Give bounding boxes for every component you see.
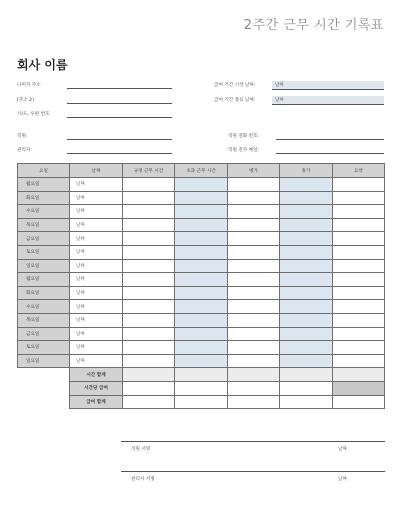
date-cell[interactable]: 날짜	[70, 178, 123, 192]
manager-signature-line[interactable]	[121, 471, 385, 472]
pay-summary-cell[interactable]	[333, 395, 385, 409]
pay-period-start-label: 급여 기간 시작 날짜:	[214, 83, 256, 88]
day-cell: 토요일	[18, 341, 70, 355]
header-vacation: 휴가	[280, 164, 333, 178]
table-row	[18, 218, 385, 232]
vacation-cell[interactable]	[280, 300, 333, 314]
overtime-cell[interactable]	[175, 286, 228, 300]
day-cell: 월요일	[18, 273, 70, 287]
vacation-cell[interactable]	[280, 286, 333, 300]
total-summary-cell[interactable]	[333, 368, 385, 382]
table-row	[18, 313, 385, 327]
summary-cell[interactable]	[333, 354, 385, 368]
total-pay-row	[18, 395, 385, 409]
date-cell[interactable]: 날짜	[70, 205, 123, 219]
date-cell[interactable]: 날짜	[70, 286, 123, 300]
date-cell[interactable]: 날짜	[70, 259, 123, 273]
rate-regular-cell[interactable]	[123, 381, 175, 395]
vacation-cell[interactable]	[280, 327, 333, 341]
header-sick: 병가	[228, 164, 280, 178]
day-cell: 수요일	[18, 205, 70, 219]
employee-field[interactable]	[67, 139, 172, 140]
total-pay-label: 급여 합계	[70, 395, 123, 409]
employee-signature-line[interactable]	[121, 441, 385, 442]
table-row	[18, 300, 385, 314]
overtime-cell[interactable]	[175, 313, 228, 327]
regular-hours-cell[interactable]	[123, 300, 175, 314]
overtime-cell[interactable]	[175, 218, 228, 232]
manager-signature-label: 관리자 서명	[131, 477, 155, 482]
date-cell[interactable]: 날짜	[70, 218, 123, 232]
day-cell: 화요일	[18, 191, 70, 205]
regular-hours-cell[interactable]	[123, 327, 175, 341]
sick-cell[interactable]	[228, 327, 280, 341]
employee-signature-label: 직원 서명	[131, 447, 151, 452]
day-cell: 월요일	[18, 178, 70, 192]
vacation-cell[interactable]	[280, 218, 333, 232]
sick-cell[interactable]	[228, 300, 280, 314]
table-row	[18, 354, 385, 368]
vacation-cell[interactable]	[280, 205, 333, 219]
city-zip-label: 시/도, 우편 번호	[17, 112, 50, 117]
address-field[interactable]	[67, 88, 172, 89]
total-overtime-cell[interactable]	[175, 368, 228, 382]
rate-vacation-cell[interactable]	[280, 381, 333, 395]
regular-hours-cell[interactable]	[123, 259, 175, 273]
summary-cell[interactable]	[333, 300, 385, 314]
summary-cell[interactable]	[333, 245, 385, 259]
header-overtime: 초과 근무 시간	[175, 164, 228, 178]
date-cell[interactable]: 날짜	[70, 341, 123, 355]
date-cell[interactable]: 날짜	[70, 232, 123, 246]
sick-cell[interactable]	[228, 259, 280, 273]
table-row	[18, 273, 385, 287]
company-name: 회사 이름	[17, 58, 68, 72]
total-vacation-cell[interactable]	[280, 368, 333, 382]
total-regular-cell[interactable]	[123, 368, 175, 382]
pay-period-end-field[interactable]: 날짜	[272, 96, 384, 105]
table-header-row	[18, 164, 385, 178]
employee-signature-date-label: 날짜	[338, 447, 347, 452]
sick-cell[interactable]	[228, 205, 280, 219]
vacation-cell[interactable]	[280, 259, 333, 273]
table-row	[18, 259, 385, 273]
summary-cell[interactable]	[333, 286, 385, 300]
address-label: 나머지 주소	[17, 83, 41, 88]
table-row	[18, 191, 385, 205]
summary-cell[interactable]	[333, 327, 385, 341]
manager-label: 관리자:	[17, 148, 32, 153]
header-day: 요일	[18, 164, 70, 178]
overtime-cell[interactable]	[175, 232, 228, 246]
regular-hours-cell[interactable]	[123, 354, 175, 368]
sick-cell[interactable]	[228, 341, 280, 355]
vacation-cell[interactable]	[280, 245, 333, 259]
rate-overtime-cell[interactable]	[175, 381, 228, 395]
blank-cell	[18, 395, 70, 409]
header-summary: 요약	[333, 164, 385, 178]
header-regular-hours: 규정 근무 시간	[123, 164, 175, 178]
pay-period-start-field[interactable]: 날짜	[272, 81, 384, 90]
sick-cell[interactable]	[228, 313, 280, 327]
date-cell[interactable]: 날짜	[70, 327, 123, 341]
total-hours-row	[18, 368, 385, 382]
summary-cell[interactable]	[333, 205, 385, 219]
day-cell: 일요일	[18, 354, 70, 368]
day-cell: 일요일	[18, 259, 70, 273]
table-row	[18, 245, 385, 259]
overtime-cell[interactable]	[175, 327, 228, 341]
vacation-cell[interactable]	[280, 341, 333, 355]
timesheet-table	[17, 163, 385, 409]
overtime-cell[interactable]	[175, 178, 228, 192]
table-row	[18, 232, 385, 246]
date-cell[interactable]: 날짜	[70, 191, 123, 205]
summary-cell[interactable]	[333, 191, 385, 205]
day-cell: 화요일	[18, 286, 70, 300]
address-2-label: [주소 2]	[17, 98, 34, 103]
date-cell[interactable]: 날짜	[70, 300, 123, 314]
sick-cell[interactable]	[228, 232, 280, 246]
date-cell[interactable]: 날짜	[70, 273, 123, 287]
regular-hours-cell[interactable]	[123, 273, 175, 287]
vacation-cell[interactable]	[280, 232, 333, 246]
pay-sick-cell[interactable]	[228, 395, 280, 409]
rate-label: 시간당 급여	[70, 381, 123, 395]
address-2-field[interactable]	[67, 103, 172, 104]
employee-email-label: 직원 전자 메일:	[228, 148, 260, 153]
rate-summary-cell	[333, 381, 385, 395]
table-row	[18, 286, 385, 300]
table-row	[18, 205, 385, 219]
total-hours-label: 시간 합계	[70, 368, 123, 382]
day-cell: 목요일	[18, 313, 70, 327]
summary-cell[interactable]	[333, 178, 385, 192]
header-date: 날짜	[70, 164, 123, 178]
regular-hours-cell[interactable]	[123, 191, 175, 205]
day-cell: 금요일	[18, 232, 70, 246]
regular-hours-cell[interactable]	[123, 245, 175, 259]
overtime-cell[interactable]	[175, 354, 228, 368]
vacation-cell[interactable]	[280, 313, 333, 327]
table-row	[18, 178, 385, 192]
city-zip-field[interactable]	[67, 117, 172, 118]
overtime-cell[interactable]	[175, 341, 228, 355]
sick-cell[interactable]	[228, 245, 280, 259]
day-cell: 수요일	[18, 300, 70, 314]
summary-cell[interactable]	[333, 218, 385, 232]
sick-cell[interactable]	[228, 286, 280, 300]
total-sick-cell[interactable]	[228, 368, 280, 382]
day-cell: 목요일	[18, 218, 70, 232]
blank-cell	[18, 368, 70, 382]
overtime-cell[interactable]	[175, 205, 228, 219]
regular-hours-cell[interactable]	[123, 205, 175, 219]
regular-hours-cell[interactable]	[123, 286, 175, 300]
overtime-cell[interactable]	[175, 273, 228, 287]
date-cell[interactable]: 날짜	[70, 354, 123, 368]
sick-cell[interactable]	[228, 191, 280, 205]
employee-phone-field[interactable]	[276, 139, 384, 140]
overtime-cell[interactable]	[175, 300, 228, 314]
vacation-cell[interactable]	[280, 178, 333, 192]
sick-cell[interactable]	[228, 354, 280, 368]
sick-cell[interactable]	[228, 218, 280, 232]
date-cell[interactable]: 날짜	[70, 313, 123, 327]
day-cell: 금요일	[18, 327, 70, 341]
manager-field[interactable]	[67, 153, 172, 154]
pay-period-end-label: 급여 기간 종료 날짜:	[214, 98, 256, 103]
sick-cell[interactable]	[228, 178, 280, 192]
vacation-cell[interactable]	[280, 354, 333, 368]
sick-cell[interactable]	[228, 273, 280, 287]
regular-hours-cell[interactable]	[123, 341, 175, 355]
table-row	[18, 341, 385, 355]
employee-label: 직원:	[17, 134, 28, 139]
employee-phone-label: 직원 전화 번호:	[228, 134, 260, 139]
day-cell: 토요일	[18, 245, 70, 259]
blank-cell	[18, 381, 70, 395]
pay-regular-cell[interactable]	[123, 395, 175, 409]
vacation-cell[interactable]	[280, 273, 333, 287]
summary-cell[interactable]	[333, 313, 385, 327]
date-cell[interactable]: 날짜	[70, 245, 123, 259]
summary-cell[interactable]	[333, 273, 385, 287]
overtime-cell[interactable]	[175, 191, 228, 205]
regular-hours-cell[interactable]	[123, 313, 175, 327]
summary-cell[interactable]	[333, 259, 385, 273]
overtime-cell[interactable]	[175, 259, 228, 273]
table-row	[18, 327, 385, 341]
vacation-cell[interactable]	[280, 191, 333, 205]
regular-hours-cell[interactable]	[123, 218, 175, 232]
summary-cell[interactable]	[333, 341, 385, 355]
manager-signature-date-label: 날짜	[338, 477, 347, 482]
regular-hours-cell[interactable]	[123, 232, 175, 246]
pay-vacation-cell[interactable]	[280, 395, 333, 409]
rate-row	[18, 381, 385, 395]
overtime-cell[interactable]	[175, 245, 228, 259]
form-title: 2주간 근무 시간 기록표	[243, 18, 384, 33]
rate-sick-cell[interactable]	[228, 381, 280, 395]
regular-hours-cell[interactable]	[123, 178, 175, 192]
summary-cell[interactable]	[333, 232, 385, 246]
pay-overtime-cell[interactable]	[175, 395, 228, 409]
employee-email-field[interactable]	[276, 153, 384, 154]
